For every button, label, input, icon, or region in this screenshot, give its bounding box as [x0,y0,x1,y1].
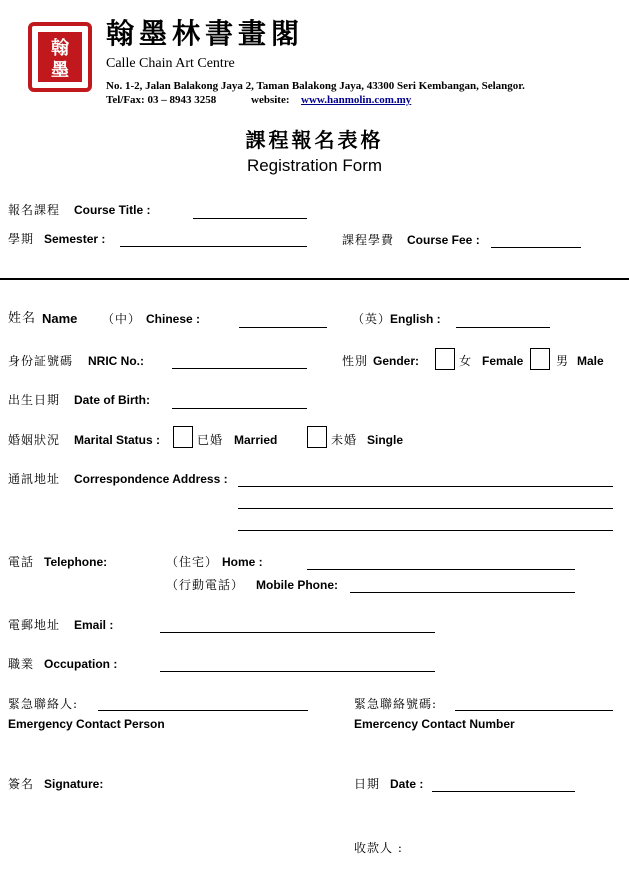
address-field-line-3[interactable] [238,530,613,531]
gender-label-zh: 性別 [342,354,369,368]
single-label-zh: 未婚 [331,433,358,447]
company-address: No. 1-2, Jalan Balakong Jaya 2, Taman Balakong Jaya, 43300 Seri Kembangan, Selangor. [106,80,525,92]
email-label-zh: 電郵地址 [8,618,61,632]
web-label: website: [251,94,290,106]
semester-field[interactable] [120,246,307,247]
female-label: Female [482,354,524,368]
section-divider [0,278,629,280]
marital-label: Marital Status : [74,433,161,447]
emergency-number-label-zh: 緊急聯絡號碼: [354,697,438,711]
female-checkbox[interactable] [435,348,455,370]
logo-seal-icon [28,22,92,92]
company-english-name: Calle Chain Art Centre [106,56,235,71]
date-label-zh: 日期 [354,777,381,791]
signature-label-zh: 簽名 [8,777,35,791]
male-label-zh: 男 [556,354,570,368]
course-fee-label: Course Fee : [407,233,480,247]
marital-label-zh: 婚姻狀況 [8,433,61,447]
male-checkbox[interactable] [530,348,550,370]
married-label-zh: 已婚 [197,433,224,447]
semester-label-zh: 學期 [8,232,35,246]
semester-label: Semester : [44,232,106,246]
name-chinese-label: Chinese : [146,312,201,326]
mobile-label-zh: （行動電話） [166,578,245,592]
name-label: Name [42,311,78,326]
emergency-person-label-zh: 緊急聯絡人: [8,697,79,711]
company-tel: Tel/Fax: 03 – 8943 3258 [106,94,217,106]
dob-label-zh: 出生日期 [8,393,61,407]
course-title-field[interactable] [193,218,307,219]
address-field-line-1[interactable] [238,486,613,487]
form-title-chinese: 課程報名表格 [245,128,384,152]
occupation-label-zh: 職業 [8,657,35,671]
female-label-zh: 女 [459,354,473,368]
name-english-label-zh: （英） [352,312,392,326]
logo [28,22,92,92]
name-label-zh: 姓名 [8,311,37,326]
occupation-label: Occupation : [44,657,118,671]
course-title-label: Course Title : [74,203,151,217]
gender-label: Gender: [373,354,420,368]
website-link[interactable]: www.hanmolin.com.my [301,94,412,106]
married-label: Married [234,433,278,447]
emergency-number-label: Emercency Contact Number [354,717,515,731]
course-fee-field[interactable] [491,247,581,248]
single-checkbox[interactable] [307,426,327,448]
telephone-label-zh: 電話 [8,555,35,569]
name-chinese-label-zh: （中） [102,312,142,326]
home-label: Home : [222,555,263,569]
form-title-english: Registration Form [246,156,383,175]
address-label-zh: 通訊地址 [8,472,61,486]
svg-text:墨: 墨 [51,60,69,81]
married-checkbox[interactable] [173,426,193,448]
nric-label-zh: 身份証號碼 [8,354,74,368]
name-english-label: English : [390,312,441,326]
dob-label: Date of Birth: [74,393,150,407]
email-field[interactable] [160,632,435,633]
name-chinese-field[interactable] [239,327,327,328]
emergency-number-field[interactable] [455,710,613,711]
dob-field[interactable] [172,408,307,409]
email-label: Email : [74,618,114,632]
male-label: Male [577,354,604,368]
date-field[interactable] [432,791,575,792]
emergency-person-field[interactable] [98,710,308,711]
telephone-label: Telephone: [44,555,108,569]
svg-text:翰: 翰 [51,38,69,59]
home-phone-field[interactable] [307,569,575,570]
signature-label: Signature: [44,777,104,791]
emergency-person-label: Emergency Contact Person [8,717,165,731]
mobile-phone-field[interactable] [350,592,575,593]
occupation-field[interactable] [160,671,435,672]
address-label: Correspondence Address : [74,472,228,486]
single-label: Single [367,433,404,447]
mobile-label: Mobile Phone: [256,578,338,592]
date-label: Date : [390,777,424,791]
company-chinese-name: 翰墨林書畫閣 [106,17,305,50]
name-english-field[interactable] [456,327,550,328]
home-label-zh: （住宅） [166,555,219,569]
nric-field[interactable] [172,368,307,369]
receiver-label: 收款人 : [354,841,403,855]
nric-label: NRIC No.: [88,354,144,368]
course-title-label-zh: 報名課程 [8,203,61,217]
course-fee-label-zh: 課程學費 [342,233,395,247]
address-field-line-2[interactable] [238,508,613,509]
